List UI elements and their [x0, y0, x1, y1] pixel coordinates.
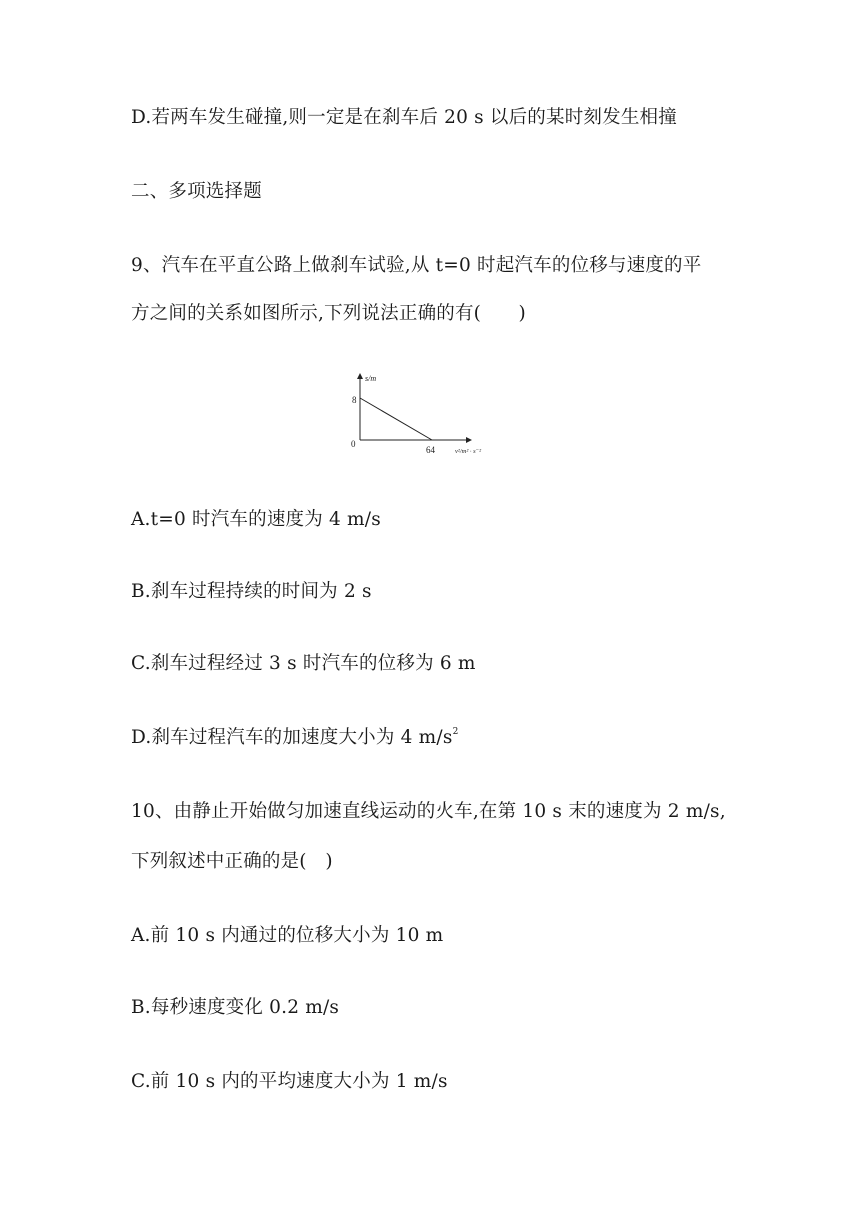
q9-option-b: B.刹车过程持续的时间为 2 s — [131, 581, 372, 602]
q9-stem-line-2: 方之间的关系如图所示,下列说法正确的有( ) — [131, 303, 526, 324]
q10-option-a: A.前 10 s 内通过的位移大小为 10 m — [131, 925, 444, 946]
q9-option-c: C.刹车过程经过 3 s 时汽车的位移为 6 m — [131, 653, 476, 674]
data-line — [360, 398, 432, 440]
q9-figure — [338, 368, 518, 468]
section-heading: 二、多项选择题 — [131, 181, 262, 202]
q8-option-d: D.若两车发生碰撞,则一定是在刹车后 20 s 以后的某时刻发生相撞 — [131, 107, 677, 128]
q10-stem-line-1: 10、由静止开始做匀加速直线运动的火车,在第 10 s 末的速度为 2 m/s, — [131, 801, 726, 822]
origin-label: 0 — [351, 439, 356, 449]
q9-option-d-text: D.刹车过程汽车的加速度大小为 4 m/s — [131, 727, 453, 748]
x-axis-label: v²/m² · s⁻² — [455, 448, 482, 455]
q9-stem-line-1: 9、汽车在平直公路上做刹车试验,从 t=0 时起汽车的位移与速度的平 — [131, 255, 702, 276]
q9-option-d — [131, 726, 459, 750]
q9-option-d-exponent: 2 — [452, 727, 459, 737]
q10-option-b: B.每秒速度变化 0.2 m/s — [131, 997, 340, 1018]
q9-option-a: A.t=0 时汽车的速度为 4 m/s — [131, 509, 381, 530]
q10-option-c: C.前 10 s 内的平均速度大小为 1 m/s — [131, 1071, 448, 1092]
x-tick-label: 64 — [426, 445, 435, 455]
q10-stem-line-2: 下列叙述中正确的是( ) — [131, 851, 333, 872]
y-axis-label: s/m — [365, 374, 377, 383]
y-tick-label: 8 — [352, 395, 357, 405]
